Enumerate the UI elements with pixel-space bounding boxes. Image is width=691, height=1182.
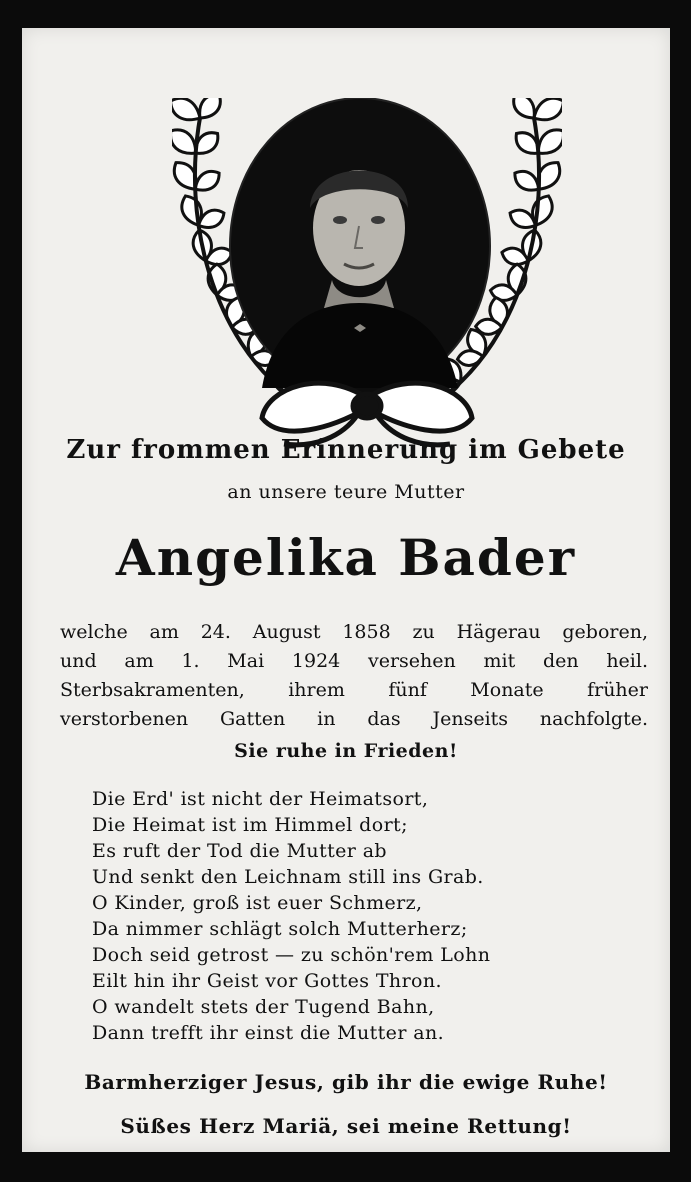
- bio-line: und am 1. Mai 1924 versehen mit den heil.: [60, 650, 648, 672]
- poem-line: Doch seid getrost — zu schön'rem Lohn: [92, 944, 491, 966]
- portrait-with-wreath: [172, 98, 562, 478]
- poem: [92, 786, 612, 1046]
- poem-line: Dann trefft ihr einst die Mutter an.: [92, 1022, 445, 1044]
- bio-line: welche am 24. August 1858 zu Hägerau geboren,: [60, 621, 648, 643]
- deceased-name: Angelika Bader: [115, 528, 577, 587]
- poem-line: O wandelt stets der Tugend Bahn,: [92, 996, 435, 1018]
- poem-line: Da nimmer schlägt solch Mutterherz;: [92, 918, 468, 940]
- poem-line: Und senkt den Leichnam still ins Grab.: [92, 866, 484, 888]
- poem-line: Die Erd' ist nicht der Heimatsort,: [92, 788, 429, 810]
- prayer-line-jesus: Barmherziger Jesus, gib ihr die ewige Ruhe!: [84, 1070, 608, 1094]
- rest-in-peace-line: Sie ruhe in Frieden!: [234, 740, 458, 762]
- poem-line: Eilt hin ihr Geist vor Gottes Thron.: [92, 970, 442, 992]
- biography: [60, 618, 648, 734]
- laurel-wreath-icon: [172, 98, 562, 478]
- prayer-line-mary: Süßes Herz Mariä, sei meine Rettung!: [120, 1114, 572, 1138]
- bio-line: verstorbenen Gatten in das Jenseits nachfolgte.: [60, 708, 648, 730]
- poem-line: Es ruft der Tod die Mutter ab: [92, 840, 387, 862]
- poem-line: O Kinder, groß ist euer Schmerz,: [92, 892, 423, 914]
- heading: Zur frommen Erinnerung im Gebete: [66, 435, 626, 465]
- poem-line: Die Heimat ist im Himmel dort;: [92, 814, 408, 836]
- dedication: an unsere teure Mutter: [227, 481, 465, 503]
- memorial-card: [22, 28, 670, 1152]
- bio-line: Sterbsakramenten, ihrem fünf Monate früher: [60, 679, 648, 701]
